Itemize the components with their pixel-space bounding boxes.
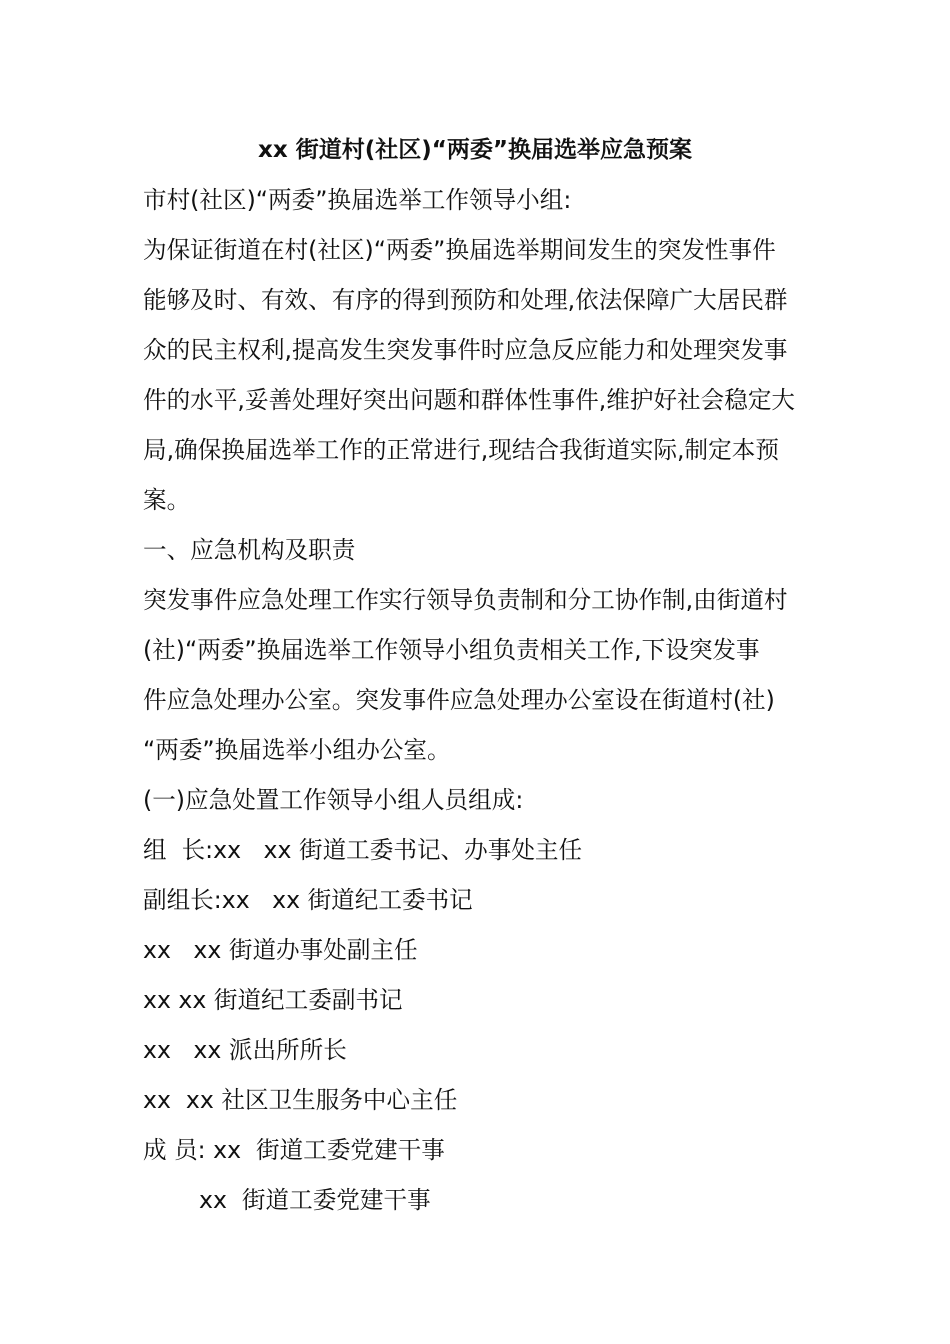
section-heading: 一、应急机构及职责 — [143, 536, 356, 564]
body-line: 局,确保换届选举工作的正常进行,现结合我街道实际,制定本预 — [143, 436, 779, 464]
member-line: xx xx 派出所所长 — [143, 1036, 347, 1064]
body-line: 件应急处理办公室。突发事件应急处理办公室设在街道村(社) — [143, 686, 775, 714]
member-line: xx 街道工委党建干事 — [199, 1186, 431, 1214]
document-body — [143, 180, 807, 1230]
body-line: 突发事件应急处理工作实行领导负责制和分工协作制,由街道村 — [143, 586, 788, 614]
addressee-line: 市村(社区)“两委”换届选举工作领导小组: — [143, 186, 572, 214]
body-line: 能够及时、有效、有序的得到预防和处理,依法保障广大居民群 — [143, 286, 788, 314]
body-line: “两委”换届选举小组办公室。 — [143, 736, 451, 764]
body-line: 为保证街道在村(社区)“两委”换届选举期间发生的突发性事件 — [143, 236, 776, 264]
member-line: xx xx 街道纪工委副书记 — [143, 986, 403, 1014]
body-line: (社)“两委”换届选举工作领导小组负责相关工作,下设突发事 — [143, 636, 760, 664]
body-line: 件的水平,妥善处理好突出问题和群体性事件,维护好社会稳定大 — [143, 386, 796, 414]
body-line: 案。 — [143, 486, 191, 514]
member-line: 成 员: xx 街道工委党建干事 — [143, 1136, 445, 1164]
member-line: xx xx 街道办事处副主任 — [143, 936, 418, 964]
subsection-heading: (一)应急处置工作领导小组人员组成: — [143, 786, 524, 814]
member-line: xx xx 社区卫生服务中心主任 — [143, 1086, 458, 1114]
member-line: 组 长:xx xx 街道工委书记、办事处主任 — [143, 836, 583, 864]
member-line: 副组长:xx xx 街道纪工委书记 — [143, 886, 473, 914]
body-line: 众的民主权利,提高发生突发事件时应急反应能力和处理突发事 — [143, 336, 788, 364]
document-title: xx 街道村(社区)“两委”换届选举应急预案 — [258, 137, 692, 163]
